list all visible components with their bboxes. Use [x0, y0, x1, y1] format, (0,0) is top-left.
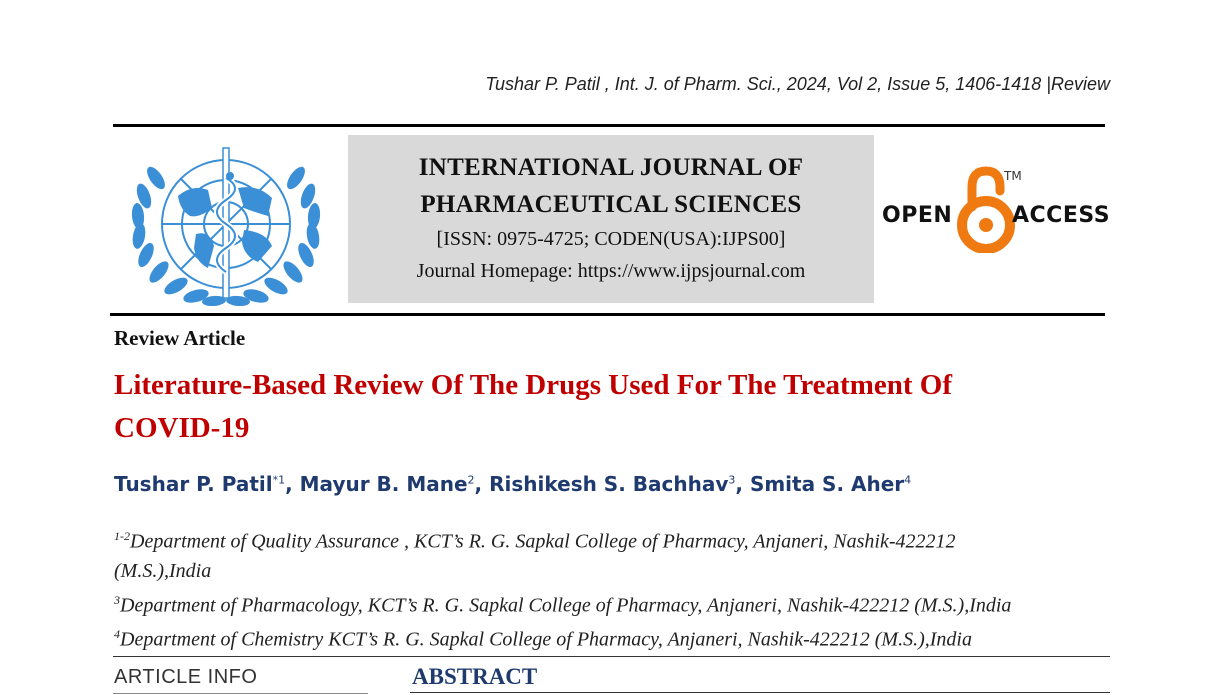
article-title-line1: Literature-Based Review Of The Drugs Used For The Treatment Of: [114, 369, 952, 401]
open-access-access-text: ACCESS: [1012, 203, 1111, 228]
author-separator: ,: [474, 472, 490, 496]
affiliation-mark: 3: [114, 592, 120, 607]
article-type: Review Article: [114, 326, 246, 350]
author-affiliation-mark: 2: [467, 473, 475, 487]
journal-homepage: Journal Homepage: https://www.ijpsjournal.com: [416, 260, 806, 282]
affiliation-text: Department of Pharmacology, KCT’s R. G. Sapkal College of Pharmacy, Anjaneri, Nashik-422212 (M.S.),India: [120, 594, 1012, 617]
affiliation-mark: 4: [114, 627, 120, 642]
article-info-heading: ARTICLE INFO: [114, 666, 258, 688]
affiliation-text: Department of Chemistry KCT’s R. G. Sapkal College of Pharmacy, Anjaneri, Nashik-422212 (M.S.),India: [120, 628, 972, 651]
journal-name-line1: INTERNATIONAL JOURNAL OF: [418, 154, 804, 181]
author-name: Mayur B. Mane: [299, 472, 468, 496]
affiliation-item-continued: (M.S.),India: [114, 559, 212, 582]
abstract-heading: ABSTRACT: [412, 664, 538, 689]
author-affiliation-mark: 4: [904, 473, 912, 487]
affiliations: [114, 522, 1114, 655]
author-list: [114, 472, 1104, 496]
author-separator: ,: [285, 472, 300, 496]
affiliation-item: [114, 586, 1114, 621]
article-title-line2: COVID-19: [114, 412, 250, 444]
masthead-rule: [110, 313, 1105, 316]
author-name: Tushar P. Patil: [114, 472, 273, 496]
journal-masthead: [348, 135, 874, 303]
journal-emblem-logo: [126, 138, 326, 306]
author-name: Smita S. Aher: [749, 472, 905, 496]
open-access-open-text: OPEN: [882, 203, 953, 228]
abstract-rule: [410, 692, 1110, 693]
author-affiliation-mark: 3: [728, 473, 736, 487]
journal-name-line2: PHARMACEUTICAL SCIENCES: [420, 191, 802, 218]
author-separator: ,: [735, 472, 750, 496]
article-info-rule: [113, 693, 368, 694]
section-divider: [113, 656, 1110, 657]
header-rule: [113, 124, 1105, 127]
author-name: Rishikesh S. Bachhav: [489, 472, 729, 496]
journal-issn: [ISSN: 0975-4725; CODEN(USA):IJPS00]: [436, 228, 786, 250]
open-access-logo: [880, 165, 1111, 255]
journal-name: [348, 149, 874, 223]
running-header: Tushar P. Patil , Int. J. of Pharm. Sci., 2024, Vol 2, Issue 5, 1406-1418 |Review: [485, 74, 1110, 94]
affiliation-item: [114, 620, 1114, 655]
author-affiliation-mark: *1: [272, 473, 286, 487]
article-title: [114, 364, 1104, 450]
affiliation-mark: 1-2: [114, 529, 130, 543]
affiliation-item: [114, 522, 1114, 557]
affiliation-text: Department of Quality Assurance , KCT’s R. G. Sapkal College of Pharmacy, Anjaneri, Nashik-422212: [130, 530, 956, 553]
trademark-mark: TM: [1004, 169, 1022, 183]
